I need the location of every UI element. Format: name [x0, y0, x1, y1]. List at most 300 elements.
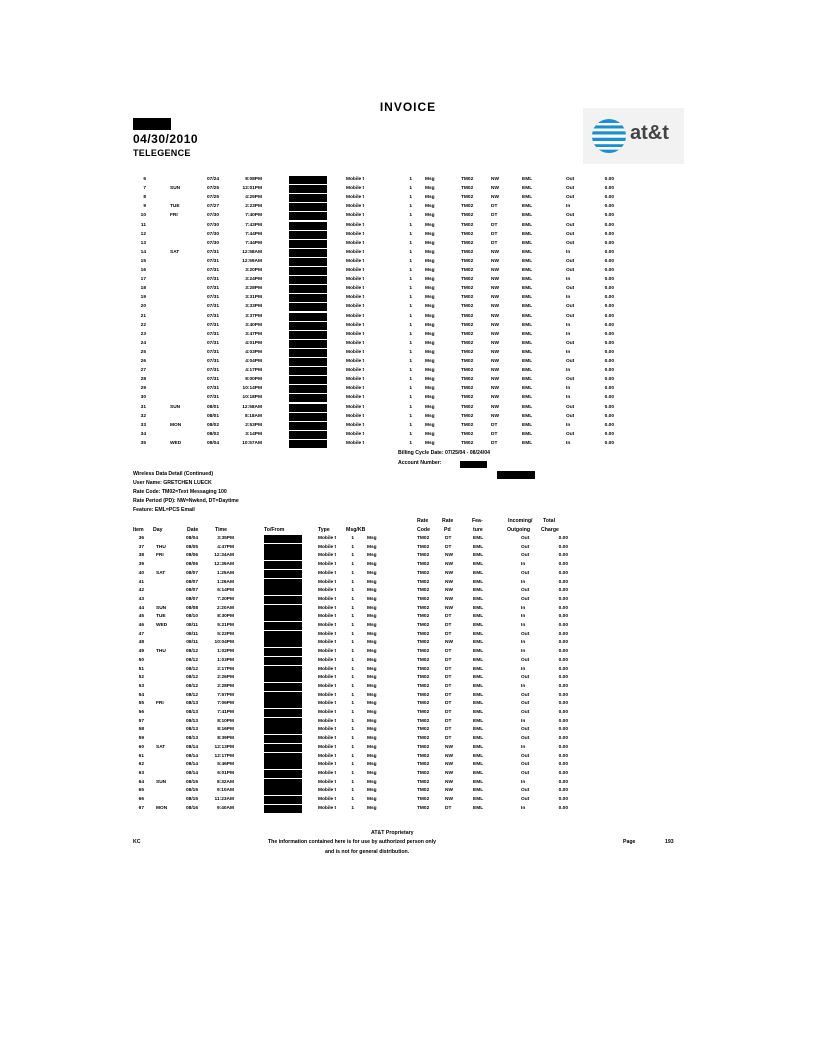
cell-rate-period: DT — [445, 675, 452, 681]
redacted-number — [289, 258, 327, 266]
cell-unit: Msg — [367, 736, 377, 742]
redacted-number — [264, 805, 302, 813]
cell-count: 1 — [351, 596, 354, 602]
cell-date: 08/06 — [185, 553, 198, 559]
cell-type: Mobile t — [318, 544, 337, 550]
cell-charge: 0.00 — [558, 588, 568, 594]
cell-item: 21 — [140, 313, 146, 319]
table-row — [0, 726, 816, 734]
cell-direction: In — [566, 277, 571, 283]
header-charge: Charge — [541, 527, 559, 533]
cell-day: TUE — [156, 614, 166, 620]
redacted-number — [289, 212, 327, 220]
cell-direction: Out — [566, 304, 575, 310]
cell-direction: Out — [521, 788, 530, 794]
cell-time: 5:21PM — [217, 623, 234, 628]
redacted-number — [289, 376, 327, 384]
cell-charge: 0.00 — [558, 718, 568, 724]
cell-date: 07/31 — [206, 322, 219, 328]
redacted-number — [264, 718, 302, 726]
cell-rate-period: NW — [445, 562, 453, 568]
cell-type: Mobile t — [346, 304, 365, 310]
cell-type: Mobile t — [346, 186, 365, 192]
cell-rate-period: NW — [445, 762, 453, 768]
cell-unit: Msg — [367, 657, 377, 663]
cell-rate-period: DT — [491, 213, 498, 219]
table-row — [0, 231, 816, 239]
cell-time: 4:25PM — [245, 195, 262, 201]
cell-count: 1 — [351, 770, 354, 776]
redacted-number — [264, 700, 302, 708]
footer-left-code: KC — [133, 839, 141, 845]
cell-charge: 0.00 — [558, 736, 568, 742]
table-row — [0, 648, 816, 656]
cell-charge: 0.00 — [604, 386, 614, 392]
cell-rate-code: TM02 — [417, 596, 430, 602]
cell-rate-period: DT — [445, 614, 452, 620]
cell-unit: Msg — [425, 249, 435, 255]
cell-feature: EML — [473, 753, 484, 759]
redacted-number — [289, 276, 327, 284]
redacted-number — [289, 331, 327, 339]
cell-feature: EML — [473, 536, 484, 541]
cell-rate-period: DT — [445, 631, 452, 637]
cell-date: 08/01 — [206, 413, 219, 419]
cell-charge: 0.00 — [558, 596, 568, 602]
table-row — [0, 422, 816, 430]
table-row — [0, 222, 816, 230]
cell-direction: In — [521, 744, 526, 750]
cell-type: Mobile t — [346, 295, 365, 301]
cell-direction: Out — [566, 404, 575, 410]
cell-time: 8:00PM — [245, 377, 262, 383]
cell-day: MON — [170, 422, 182, 428]
cell-direction: Out — [566, 359, 575, 364]
cell-feature: EML — [522, 268, 533, 273]
cell-feature: EML — [522, 222, 533, 228]
cell-charge: 0.00 — [558, 562, 568, 568]
cell-rate-code: TM02 — [417, 657, 430, 663]
table-row — [0, 666, 816, 674]
cell-time: 8:39PM — [217, 736, 234, 742]
cell-rate-period: DT — [445, 805, 452, 811]
cell-feature: EML — [473, 779, 484, 785]
cell-time: 3:28PM — [245, 286, 262, 292]
cell-charge: 0.00 — [604, 349, 614, 355]
cell-time: 12:17PM — [214, 753, 234, 759]
cell-type: Mobile t — [318, 614, 337, 620]
cell-count: 1 — [351, 631, 354, 637]
cell-item: 49 — [138, 649, 144, 655]
cell-time: 4:17PM — [245, 368, 262, 374]
cell-rate-code: TM02 — [461, 404, 474, 410]
cell-rate-period: NW — [445, 596, 453, 602]
cell-direction: Out — [566, 231, 575, 237]
cell-feature: EML — [522, 258, 533, 264]
cell-count: 1 — [409, 231, 412, 237]
table-row — [0, 394, 816, 402]
cell-charge: 0.00 — [558, 649, 568, 655]
cell-item: 32 — [140, 413, 146, 419]
cell-rate-code: TM02 — [461, 222, 474, 228]
cell-item: 59 — [138, 736, 144, 742]
cell-date: 08/12 — [185, 649, 198, 655]
cell-rate-period: NW — [445, 779, 453, 785]
cell-type: Mobile t — [346, 331, 365, 337]
table-row — [0, 404, 816, 412]
header-feature: Fea- — [472, 518, 483, 524]
cell-time: 2:28PM — [217, 683, 234, 689]
cell-charge: 0.00 — [558, 701, 568, 707]
cell-item: 25 — [140, 349, 146, 355]
cell-rate-period: NW — [491, 413, 499, 419]
cell-rate-code: TM02 — [417, 692, 430, 698]
cell-item: 11 — [140, 222, 146, 228]
cell-rate-code: TM02 — [417, 562, 430, 568]
redacted-number — [289, 431, 327, 439]
cell-feature: EML — [473, 710, 484, 715]
cell-feature: EML — [473, 631, 484, 637]
cell-date: 08/14 — [185, 744, 198, 750]
redacted-block — [133, 118, 171, 130]
cell-date: 08/13 — [185, 736, 198, 742]
cell-item: 14 — [140, 249, 146, 255]
cell-type: Mobile t — [318, 623, 337, 628]
cell-unit: Msg — [367, 701, 377, 707]
cell-item: 52 — [138, 675, 144, 681]
cell-direction: Out — [566, 286, 575, 292]
cell-charge: 0.00 — [558, 797, 568, 802]
cell-rate-period: NW — [491, 268, 499, 273]
cell-charge: 0.00 — [604, 413, 614, 419]
table-row — [0, 176, 816, 184]
cell-direction: In — [566, 204, 571, 210]
cell-unit: Msg — [367, 631, 377, 637]
redacted-number — [289, 294, 327, 302]
cell-direction: Out — [566, 177, 575, 182]
cell-feature: EML — [522, 240, 533, 246]
cell-unit: Msg — [425, 195, 435, 201]
cell-rate-code: TM02 — [461, 286, 474, 292]
cell-rate-code: TM02 — [417, 666, 430, 672]
redacted-number — [264, 674, 302, 682]
cell-unit: Msg — [425, 368, 435, 374]
cell-rate-code: TM02 — [461, 359, 474, 364]
cell-direction: In — [521, 605, 526, 611]
cell-count: 1 — [409, 295, 412, 301]
cell-date: 08/02 — [206, 422, 219, 428]
redacted-number — [264, 787, 302, 795]
cell-type: Mobile t — [318, 675, 337, 681]
cell-feature: EML — [473, 649, 484, 655]
cell-type: Mobile t — [318, 779, 337, 785]
cell-rate-period: DT — [445, 736, 452, 742]
cell-count: 1 — [409, 359, 412, 364]
cell-unit: Msg — [367, 797, 377, 802]
cell-time: 2:20AM — [216, 605, 234, 611]
cell-count: 1 — [351, 570, 354, 576]
cell-rate-code: TM02 — [417, 649, 430, 655]
table-row — [0, 185, 816, 193]
cell-direction: Out — [521, 692, 530, 698]
redacted-account-number — [460, 461, 487, 468]
cell-rate-period: NW — [445, 753, 453, 759]
cell-type: Mobile t — [318, 536, 337, 541]
cell-time: 7:43PM — [245, 222, 262, 228]
cell-type: Mobile t — [346, 322, 365, 328]
cell-feature: EML — [473, 797, 484, 802]
cell-time: 6:14PM — [217, 588, 234, 594]
cell-rate-code: TM02 — [461, 177, 474, 182]
cell-date: 07/27 — [206, 204, 219, 210]
cell-count: 1 — [409, 386, 412, 392]
cell-date: 07/30 — [206, 213, 219, 219]
cell-count: 1 — [409, 395, 412, 401]
cell-direction: Out — [521, 736, 530, 742]
cell-rate-period: DT — [445, 701, 452, 707]
cell-time: 7:44PM — [245, 240, 262, 246]
cell-charge: 0.00 — [604, 431, 614, 437]
cell-count: 1 — [409, 204, 412, 210]
cell-rate-period: NW — [445, 570, 453, 576]
cell-feature: EML — [473, 762, 484, 768]
cell-rate-code: TM02 — [417, 570, 430, 576]
cell-unit: Msg — [367, 675, 377, 681]
cell-rate-code: TM02 — [461, 249, 474, 255]
cell-type: Mobile t — [346, 395, 365, 401]
table-row — [0, 613, 816, 621]
cell-item: 57 — [138, 718, 144, 724]
redacted-number — [289, 440, 327, 448]
cell-rate-code: TM02 — [461, 313, 474, 319]
cell-rate-code: TM02 — [417, 614, 430, 620]
cell-rate-code: TM02 — [461, 331, 474, 337]
cell-item: 42 — [138, 588, 144, 594]
cell-rate-period: NW — [445, 605, 453, 611]
cell-type: Mobile t — [346, 177, 365, 182]
cell-rate-period: DT — [491, 422, 498, 428]
cell-charge: 0.00 — [558, 614, 568, 620]
cell-type: Mobile t — [318, 701, 337, 707]
cell-count: 1 — [351, 727, 354, 733]
cell-item: 43 — [138, 596, 144, 602]
table-row — [0, 535, 816, 543]
cell-date: 08/12 — [185, 657, 198, 663]
cell-rate-period: DT — [445, 649, 452, 655]
cell-direction: In — [521, 649, 526, 655]
cell-unit: Msg — [367, 544, 377, 550]
redacted-number — [264, 692, 302, 700]
cell-rate-period: DT — [445, 657, 452, 663]
cell-rate-period: DT — [445, 536, 452, 541]
cell-type: Mobile t — [346, 213, 365, 219]
cell-date: 07/25 — [206, 186, 219, 192]
cell-count: 1 — [409, 404, 412, 410]
cell-time: 9:10AM — [216, 788, 234, 794]
cell-item: 28 — [140, 377, 146, 383]
cell-type: Mobile t — [318, 736, 337, 742]
cell-date: 07/31 — [206, 258, 219, 264]
cell-unit: Msg — [425, 277, 435, 283]
cell-count: 1 — [351, 657, 354, 663]
cell-charge: 0.00 — [558, 536, 568, 541]
cell-count: 1 — [409, 413, 412, 419]
cell-unit: Msg — [367, 666, 377, 672]
cell-rate-code: TM02 — [461, 349, 474, 355]
cell-rate-code: TM02 — [417, 579, 430, 585]
cell-charge: 0.00 — [604, 231, 614, 237]
cell-time: 8:30PM — [217, 614, 234, 620]
cell-day: FRI — [170, 213, 178, 219]
cell-item: 19 — [140, 295, 146, 301]
redacted-block — [497, 471, 535, 479]
cell-date: 08/16 — [185, 805, 198, 811]
cell-direction: In — [566, 322, 571, 328]
header-to-from: To/From — [264, 527, 285, 533]
cell-item: 6 — [143, 177, 146, 182]
cell-day: SUN — [156, 605, 167, 611]
header-incoming: Incoming/ — [508, 518, 533, 524]
cell-type: Mobile t — [346, 313, 365, 319]
cell-unit: Msg — [425, 422, 435, 428]
cell-time: 8:32AM — [216, 779, 234, 785]
cell-type: Mobile t — [318, 657, 337, 663]
cell-time: 12:39AM — [214, 562, 234, 568]
cell-item: 40 — [138, 570, 144, 576]
cell-rate-code: TM02 — [461, 295, 474, 301]
cell-direction: In — [521, 579, 526, 585]
cell-date: 08/14 — [185, 753, 198, 759]
table-row — [0, 753, 816, 761]
cell-type: Mobile t — [346, 268, 365, 273]
cell-type: Mobile t — [318, 605, 337, 611]
cell-feature: EML — [522, 331, 533, 337]
cell-time: 3:37PM — [245, 313, 262, 319]
redacted-number — [289, 285, 327, 293]
cell-direction: In — [566, 349, 571, 355]
cell-date: 08/01 — [206, 404, 219, 410]
cell-time: 9:40AM — [216, 805, 234, 811]
redacted-number — [264, 639, 302, 647]
cell-feature: EML — [473, 614, 484, 620]
cell-rate-period: DT — [491, 240, 498, 246]
cell-charge: 0.00 — [558, 805, 568, 811]
cell-count: 1 — [409, 431, 412, 437]
cell-rate-code: TM02 — [417, 770, 430, 776]
table-row — [0, 358, 816, 366]
cell-count: 1 — [409, 186, 412, 192]
table-row — [0, 303, 816, 311]
cell-direction: Out — [521, 710, 530, 715]
cell-rate-period: DT — [491, 440, 498, 446]
cell-day: SUN — [170, 186, 181, 192]
cell-type: Mobile t — [318, 805, 337, 811]
cell-feature: EML — [522, 404, 533, 410]
cell-unit: Msg — [367, 753, 377, 759]
cell-date: 08/15 — [185, 788, 198, 794]
cell-rate-code: TM02 — [417, 631, 430, 637]
cell-unit: Msg — [367, 744, 377, 750]
table-row — [0, 579, 816, 587]
cell-type: Mobile t — [318, 588, 337, 594]
redacted-number — [289, 249, 327, 257]
cell-type: Mobile t — [346, 286, 365, 292]
redacted-number — [289, 340, 327, 348]
footer-page-label: Page — [623, 839, 636, 845]
cell-item: 51 — [138, 666, 144, 672]
cell-count: 1 — [409, 440, 412, 446]
cell-rate-code: TM02 — [417, 588, 430, 594]
cell-rate-code: TM02 — [461, 231, 474, 237]
cell-type: Mobile t — [318, 753, 337, 759]
cell-direction: In — [521, 623, 526, 628]
table-row — [0, 674, 816, 682]
cell-day: SAT — [170, 249, 180, 255]
cell-type: Mobile t — [318, 553, 337, 559]
cell-unit: Msg — [425, 313, 435, 319]
cell-charge: 0.00 — [604, 286, 614, 292]
cell-rate-period: DT — [445, 544, 452, 550]
cell-feature: EML — [473, 579, 484, 585]
cell-count: 1 — [409, 331, 412, 337]
cell-time: 12:01PM — [242, 186, 262, 192]
table-row — [0, 240, 816, 248]
cell-count: 1 — [409, 304, 412, 310]
cell-unit: Msg — [367, 588, 377, 594]
cell-rate-code: TM02 — [417, 779, 430, 785]
cell-item: 38 — [138, 553, 144, 559]
cell-item: 18 — [140, 286, 146, 292]
cell-direction: Out — [521, 770, 530, 776]
cell-direction: In — [566, 422, 571, 428]
cell-item: 30 — [140, 395, 146, 401]
cell-time: 10:04PM — [214, 640, 234, 646]
cell-date: 08/04 — [185, 536, 198, 541]
cell-day: SAT — [156, 744, 166, 750]
cell-type: Mobile t — [346, 258, 365, 264]
cell-item: 53 — [138, 683, 144, 689]
cell-type: Mobile t — [318, 666, 337, 672]
redacted-number — [264, 596, 302, 604]
cell-item: 23 — [140, 331, 146, 337]
cell-rate-code: TM02 — [461, 377, 474, 383]
cell-type: Mobile t — [346, 249, 365, 255]
cell-rate-period: NW — [491, 368, 499, 374]
cell-count: 1 — [409, 377, 412, 383]
company-name: TELEGENCE — [133, 148, 191, 158]
header-item: Item — [133, 527, 144, 533]
cell-direction: Out — [566, 377, 575, 383]
meta-line: Rate Period (PD): NW=Nwknd, DT=Daytime — [133, 498, 239, 504]
cell-unit: Msg — [425, 377, 435, 383]
cell-count: 1 — [351, 623, 354, 628]
cell-unit: Msg — [425, 231, 435, 237]
table-row — [0, 212, 816, 220]
cell-charge: 0.00 — [558, 544, 568, 550]
cell-rate-code: TM02 — [417, 718, 430, 724]
cell-time: 2:17PM — [217, 666, 234, 672]
cell-charge: 0.00 — [558, 753, 568, 759]
cell-charge: 0.00 — [604, 440, 614, 446]
table-row — [0, 735, 816, 743]
cell-date: 08/14 — [185, 762, 198, 768]
cell-type: Mobile t — [346, 440, 365, 446]
redacted-number — [289, 394, 327, 402]
cell-count: 1 — [351, 692, 354, 698]
cell-direction: In — [521, 666, 526, 672]
table-row — [0, 349, 816, 357]
cell-feature: EML — [522, 386, 533, 392]
